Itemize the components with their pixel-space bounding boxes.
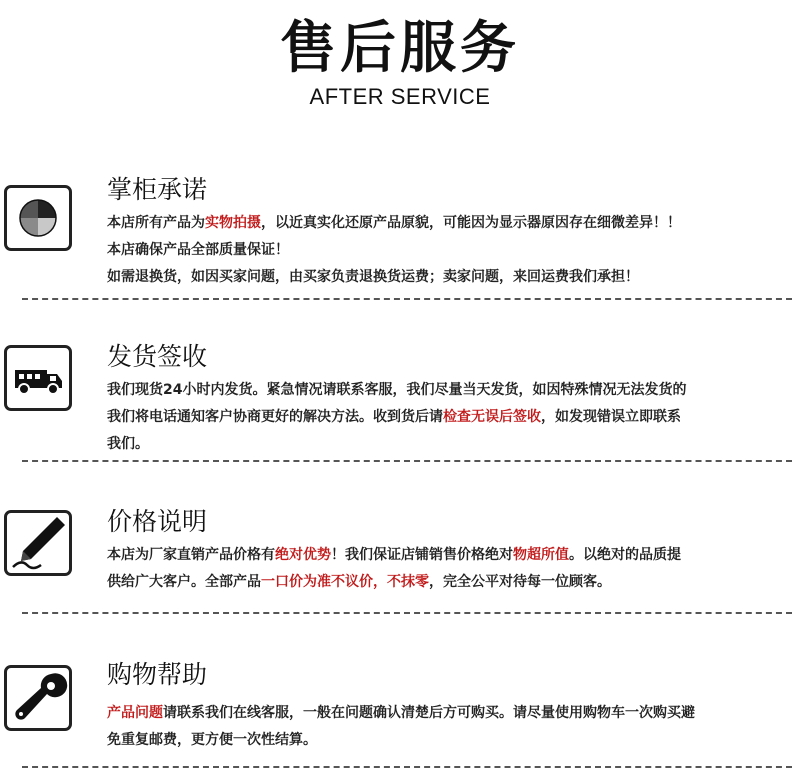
section-body [107, 542, 797, 596]
body-line [107, 237, 797, 264]
body-text: ，如发现错误立即联系 [541, 409, 681, 425]
body-text: 本店为厂家直销产品价格有 [107, 547, 275, 563]
section-title: 购物帮助 [107, 660, 208, 689]
section-body [107, 210, 797, 291]
divider [22, 298, 792, 300]
pie-chart-icon [4, 185, 72, 251]
body-text: 本店所有产品为 [107, 215, 205, 231]
body-line [107, 264, 797, 291]
body-text: ，完全公平对待每一位顾客。 [429, 574, 611, 590]
body-text: 。以绝对的品质提 [569, 547, 681, 563]
section-body [107, 377, 797, 458]
body-line [107, 727, 797, 754]
body-line [107, 542, 797, 569]
page-subtitle: AFTER SERVICE [309, 84, 491, 109]
truck-icon [4, 345, 72, 411]
body-text: 供给广大客户。全部产品 [107, 574, 261, 590]
divider [22, 766, 792, 768]
marker-pen-icon [4, 510, 72, 576]
section-title: 价格说明 [107, 507, 208, 536]
divider [22, 612, 792, 614]
body-text: 如需退换货，如因买家问题，由买家负责退换货运费；卖家问题，来回运费我们承担！ [107, 269, 639, 285]
body-text: 免重复邮费，更方便一次性结算。 [107, 732, 317, 748]
body-line [107, 700, 797, 727]
highlight-text: 物超所值 [513, 547, 569, 563]
page-header [0, 16, 800, 110]
body-line [107, 569, 797, 596]
body-text: 我们。 [107, 436, 149, 452]
highlight-text: 绝对优势 [275, 547, 331, 563]
highlight-text: 一口价为准不议价，不抹零 [261, 574, 429, 590]
highlight-text: 检查无误后签收 [443, 409, 541, 425]
highlight-text: 产品问题 [107, 705, 163, 721]
body-text: ，以近真实化还原产品原貌，可能因为显示器原因存在细微差异！！ [261, 215, 681, 231]
body-text: 我们现货24小时内发货。紧急情况请联系客服，我们尽量当天发货，如因特殊情况无法发货的 [107, 382, 687, 398]
section-body [107, 700, 797, 754]
body-line [107, 210, 797, 237]
body-text: 我们将电话通知客户协商更好的解决方法。收到货后请 [107, 409, 443, 425]
section-title: 发货签收 [107, 342, 208, 371]
page-title: 售后服务 [280, 16, 520, 81]
divider [22, 460, 792, 462]
body-line [107, 377, 797, 404]
body-line [107, 431, 797, 458]
highlight-text: 实物拍摄 [205, 215, 261, 231]
body-line [107, 404, 797, 431]
body-text: 本店确保产品全部质量保证！ [107, 242, 289, 258]
body-text: ！我们保证店铺销售价格绝对 [331, 547, 513, 563]
body-text: 请联系我们在线客服，一般在问题确认清楚后方可购买。请尽量使用购物车一次购买避 [163, 705, 695, 721]
section-title: 掌柜承诺 [107, 175, 208, 204]
wrench-icon [4, 665, 72, 731]
